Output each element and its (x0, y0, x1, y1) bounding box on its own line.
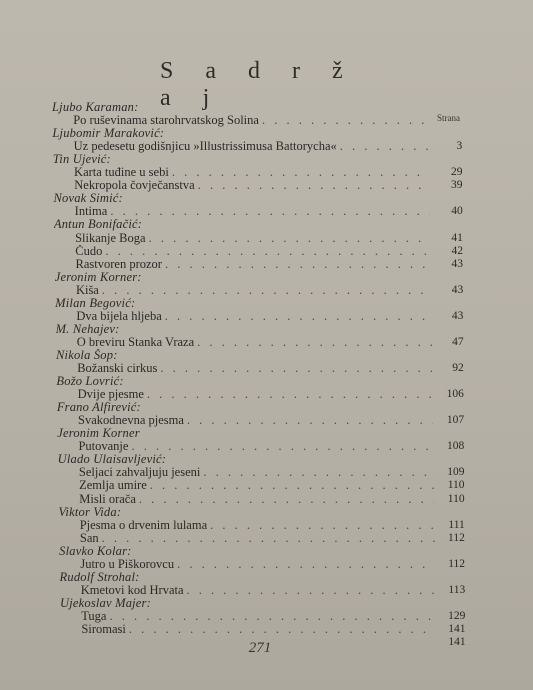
toc-entry-title: Zemlja umire (79, 479, 147, 493)
toc-page-number: 3 (456, 140, 463, 153)
toc-author: Rudolf Strohal: (59, 570, 140, 584)
dot-leader (210, 519, 435, 532)
toc-entry-title: Dva bijela hljeba (76, 309, 162, 323)
toc-entry (81, 610, 440, 623)
toc-page-number: 42 (451, 244, 463, 257)
dot-leader (203, 466, 434, 479)
toc-entry-title: Siromasi (81, 623, 126, 636)
toc-entry (74, 140, 433, 153)
page-number: 271 (248, 640, 272, 656)
toc-author: Novak Simić: (53, 192, 123, 206)
toc-page-number: 141 (448, 636, 466, 649)
toc-entry-title: Misli orača (79, 492, 136, 506)
toc-page-number: 107 (446, 414, 465, 427)
toc-entry-title: Rastvoren prozor (75, 257, 162, 271)
toc-page-number: 43 (451, 257, 464, 270)
toc-entry-title: Seljaci zahvaljuju jeseni (78, 466, 201, 480)
dot-leader (165, 310, 432, 323)
dot-leader (187, 414, 433, 427)
dot-leader (177, 558, 435, 571)
toc-author: Viktor Vida: (58, 505, 122, 519)
toc-entry (76, 258, 435, 271)
dot-leader (131, 440, 433, 453)
toc-entry (75, 245, 434, 258)
dot-leader (340, 140, 429, 153)
toc-author: Jeronim Korner (57, 427, 140, 441)
toc-entry (79, 479, 438, 492)
dot-leader (139, 493, 434, 506)
toc-entry (75, 205, 434, 218)
toc-entry-title: Uz pedesetu godišnjicu »Illustrissimusa Battorycha« (73, 140, 337, 154)
toc-page-number: 39 (451, 179, 463, 192)
dot-leader (102, 532, 435, 545)
toc-entry (78, 388, 437, 401)
toc-page-number: 112 (448, 557, 466, 570)
toc-page-number: 106 (446, 388, 464, 401)
dot-leader (197, 336, 432, 349)
dot-leader (187, 584, 436, 597)
toc-page-number: 43 (451, 309, 464, 322)
toc-entry (76, 310, 435, 323)
dot-leader (110, 205, 429, 218)
toc-entry-title: Tuga (81, 609, 107, 623)
dot-leader (165, 258, 431, 271)
toc-author: Nikola Šop: (55, 348, 118, 362)
toc-entry-title: Kiša (75, 283, 99, 297)
toc-entry (74, 166, 433, 179)
toc-author: Ljubomir Maraković: (52, 127, 165, 141)
toc-page-number: 47 (452, 335, 464, 348)
toc-author: Ujekoslav Majer: (59, 596, 151, 610)
toc-entry-title: Dvije pjesme (77, 388, 144, 402)
dot-leader (149, 232, 431, 245)
toc-entry-title: Pjesma o drvenim lulama (79, 518, 208, 532)
toc-entry (79, 466, 438, 479)
dot-leader (147, 388, 433, 401)
toc-entry-title: O breviru Stanka Vraza (76, 335, 195, 349)
toc-entry-title: San (79, 531, 99, 545)
toc-page-number: 141 (448, 623, 466, 635)
toc-entry (73, 114, 432, 127)
page-title: S a d r ž a j (160, 58, 356, 111)
toc-entry-title: Čudo (75, 244, 103, 258)
toc-entry-title: Kmetovi kod Hrvata (80, 583, 184, 597)
toc-entry (78, 440, 437, 453)
toc-page-number: 29 (450, 166, 463, 179)
toc-entry (80, 558, 439, 571)
toc-entry-title: Po ruševinama starohrvatskog Solina (73, 114, 259, 128)
toc-page-number: 129 (448, 609, 466, 622)
toc-entry-title: Nekropola čovječanstva (74, 179, 195, 193)
toc-entry (79, 493, 438, 506)
dot-leader (160, 362, 432, 375)
toc-entry (77, 336, 436, 349)
toc-entry (76, 284, 435, 297)
toc-author: Antun Bonifačić: (53, 218, 143, 232)
toc-author: Milan Begović: (55, 296, 136, 310)
toc-page-number: 110 (447, 492, 465, 505)
toc-page-number: 40 (451, 205, 463, 218)
toc-entry (80, 519, 439, 532)
toc-entry (77, 362, 436, 375)
toc-entry-title: Jutro u Piškorovcu (80, 557, 175, 571)
toc-page-number: 41 (451, 231, 463, 244)
dot-leader (172, 166, 429, 179)
toc-author: Tin Ujević: (52, 153, 111, 167)
toc-entry-title: Slikanje Boga (75, 231, 146, 245)
toc-author: Slavko Kolar: (59, 544, 132, 558)
toc-entry (81, 623, 440, 636)
toc-page-number: 110 (447, 479, 465, 492)
toc-entry-title: Intima (74, 205, 108, 219)
toc-author: Frano Alfirević: (56, 401, 141, 415)
page-column-label: Strana (437, 113, 460, 123)
toc-author: Božo Lovrić: (56, 375, 124, 389)
toc-page-number: 109 (447, 466, 465, 479)
toc-page-number: 108 (447, 440, 465, 453)
toc-entry-title: Božanski cirkus (77, 362, 158, 375)
toc-entry (81, 584, 440, 597)
toc-entry (75, 232, 434, 245)
toc-entry (74, 179, 433, 192)
dot-leader (129, 623, 437, 636)
toc-entry-title: Svakodnevna pjesma (78, 414, 184, 428)
toc-entry-title: Karta tuđine u sebi (74, 166, 169, 180)
toc-entry (78, 414, 437, 427)
toc-page-number: 43 (451, 283, 464, 296)
toc-author: Ljubo Karaman: (52, 101, 139, 114)
dot-leader (262, 114, 428, 127)
toc-author: M. Nehajev: (55, 322, 120, 336)
dot-leader (109, 610, 436, 623)
toc-entry-title: Putovanje (78, 440, 129, 454)
toc-page-number: 112 (448, 531, 465, 544)
dot-leader (102, 284, 431, 297)
toc-entry (80, 532, 439, 545)
dot-leader (105, 245, 430, 258)
toc-page-number: 92 (452, 362, 464, 374)
toc-author: Jeronim Korner: (54, 270, 142, 284)
toc-page-number: 111 (448, 518, 465, 531)
toc-page-number: 113 (448, 583, 466, 596)
dot-leader (150, 479, 434, 492)
dot-leader (198, 179, 430, 192)
toc-author: Ulado Ulaisavljević: (57, 453, 167, 467)
